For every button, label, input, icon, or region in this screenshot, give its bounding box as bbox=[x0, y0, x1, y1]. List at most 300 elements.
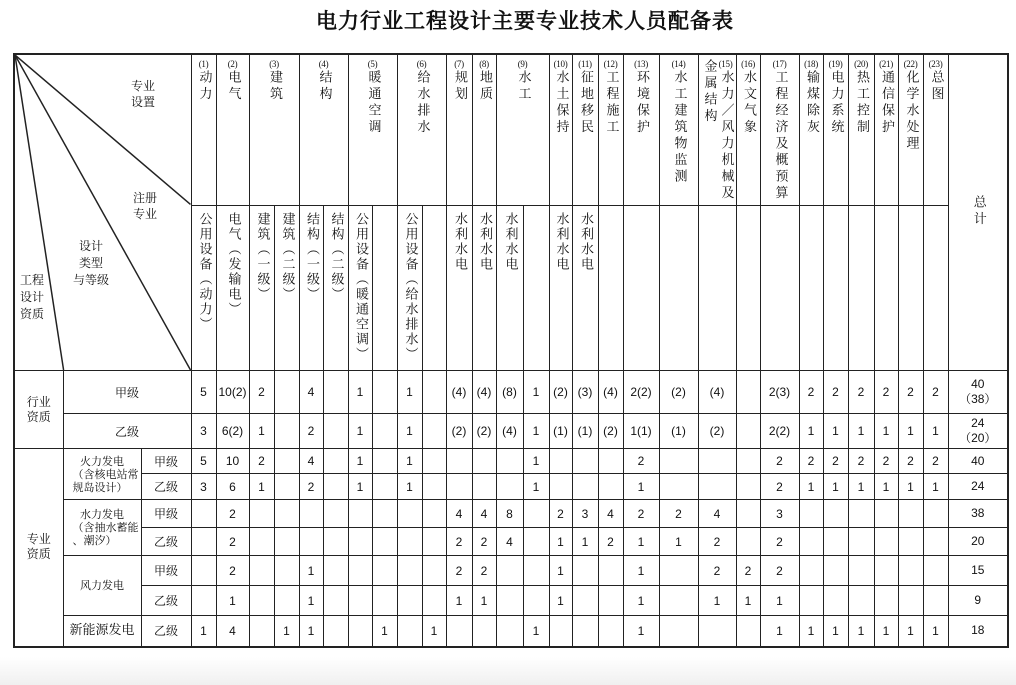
table-row-thermal-grade-a bbox=[14, 449, 1008, 474]
staff-count-cell bbox=[323, 371, 348, 414]
staff-count-cell bbox=[496, 449, 523, 474]
registration-cell bbox=[348, 206, 372, 371]
specialty-name-column-right bbox=[719, 59, 733, 202]
registration-cell bbox=[216, 206, 249, 371]
staff-count-cell: (1) bbox=[659, 414, 698, 449]
type-label-thermal-power bbox=[63, 449, 141, 500]
staff-count-cell: 1 bbox=[823, 414, 848, 449]
specialty-header-9 bbox=[496, 54, 549, 206]
specialty-header-5 bbox=[348, 54, 397, 206]
registration-cell bbox=[572, 206, 598, 371]
registration-cell bbox=[274, 206, 299, 371]
specialty-header-18 bbox=[799, 54, 823, 206]
registration-label: 水利水电 bbox=[553, 212, 569, 272]
staff-count-cell: 1 bbox=[698, 586, 736, 616]
staff-count-cell: 2 bbox=[760, 528, 799, 556]
specialty-header-10 bbox=[549, 54, 572, 206]
specialty-name: 水土保持 bbox=[553, 70, 569, 136]
staff-count-cell bbox=[249, 586, 274, 616]
staff-count-cell: (4) bbox=[446, 371, 472, 414]
staff-count-cell: 3 bbox=[191, 474, 216, 500]
staff-count-cell: 1 bbox=[898, 414, 923, 449]
total-cell: 24 bbox=[948, 474, 1008, 500]
specialty-header-21 bbox=[874, 54, 898, 206]
staff-count-cell bbox=[598, 586, 623, 616]
staff-count-cell: 1 bbox=[348, 414, 372, 449]
staff-count-cell bbox=[598, 449, 623, 474]
staff-count-cell: 5 bbox=[191, 371, 216, 414]
staff-count-cell bbox=[249, 556, 274, 586]
registration-label: 公用设备（给水排水） bbox=[402, 212, 418, 362]
total-value: 40 bbox=[971, 377, 985, 391]
staff-count-cell: 2 bbox=[823, 371, 848, 414]
staff-count-cell bbox=[572, 449, 598, 474]
staff-count-cell: 3 bbox=[191, 414, 216, 449]
staff-count-cell bbox=[472, 616, 496, 647]
staff-count-cell bbox=[523, 500, 549, 528]
table-corner-header bbox=[14, 54, 191, 371]
registration-cell bbox=[191, 206, 216, 371]
staff-count-cell bbox=[874, 500, 898, 528]
staff-count-cell bbox=[823, 586, 848, 616]
staff-count-cell bbox=[397, 616, 422, 647]
staff-count-cell: 2 bbox=[472, 528, 496, 556]
staff-count-cell bbox=[249, 500, 274, 528]
specialty-number: (16) bbox=[741, 59, 755, 69]
section-label-industry bbox=[14, 371, 63, 449]
specialty-number: (6) bbox=[416, 59, 427, 69]
specialty-name: 总图 bbox=[928, 70, 944, 103]
staff-count-cell: 4 bbox=[496, 528, 523, 556]
staff-count-cell: 1 bbox=[299, 616, 323, 647]
specialty-header-23 bbox=[923, 54, 948, 206]
staff-count-cell bbox=[659, 586, 698, 616]
header-row-specialties bbox=[14, 54, 1008, 206]
staff-count-cell bbox=[923, 586, 948, 616]
registration-cell bbox=[523, 206, 549, 371]
specialty-name: 通信保护 bbox=[879, 70, 894, 136]
specialty-number: (21) bbox=[879, 59, 893, 69]
specialty-name: 水力／风力机械及 bbox=[718, 70, 734, 202]
staff-count-cell bbox=[323, 556, 348, 586]
staff-count-cell: 2 bbox=[874, 449, 898, 474]
table-row-industry-grade-a bbox=[14, 371, 1008, 414]
registration-cell bbox=[549, 206, 572, 371]
staff-count-cell bbox=[549, 449, 572, 474]
label-line: 类型 bbox=[78, 256, 103, 270]
label-line: 资质 bbox=[20, 307, 45, 321]
total-note: （38） bbox=[959, 392, 997, 406]
staff-count-cell bbox=[736, 371, 760, 414]
staff-count-cell: 2 bbox=[216, 500, 249, 528]
specialty-header-4 bbox=[299, 54, 348, 206]
specialty-number: (2) bbox=[227, 59, 238, 69]
registration-label: 水利水电 bbox=[578, 212, 593, 272]
registration-label: 建筑（二级） bbox=[279, 212, 295, 302]
staff-count-cell bbox=[348, 528, 372, 556]
specialty-number: (3) bbox=[269, 59, 279, 69]
specialty-header-3 bbox=[249, 54, 299, 206]
staff-count-cell bbox=[323, 500, 348, 528]
staff-count-cell bbox=[397, 556, 422, 586]
specialty-name: 环境保护 bbox=[634, 70, 649, 136]
staff-count-cell: 2(2) bbox=[760, 414, 799, 449]
staff-count-cell: 2 bbox=[472, 556, 496, 586]
staff-count-cell bbox=[848, 500, 874, 528]
staff-count-cell bbox=[799, 586, 823, 616]
staff-count-cell bbox=[523, 528, 549, 556]
staff-count-cell bbox=[372, 500, 397, 528]
staff-count-cell: 4 bbox=[299, 371, 323, 414]
registration-cell bbox=[422, 206, 446, 371]
staff-count-cell bbox=[496, 556, 523, 586]
registration-cell bbox=[923, 206, 948, 371]
staff-count-cell bbox=[598, 616, 623, 647]
staff-count-cell bbox=[898, 556, 923, 586]
specialty-header-17 bbox=[760, 54, 799, 206]
staff-count-cell bbox=[923, 500, 948, 528]
total-note: （20） bbox=[959, 431, 997, 445]
grade-label: 乙级 bbox=[141, 474, 191, 500]
staff-count-cell bbox=[397, 528, 422, 556]
staff-count-cell bbox=[659, 449, 698, 474]
staff-count-cell: 2 bbox=[736, 556, 760, 586]
staff-count-cell bbox=[799, 500, 823, 528]
specialty-name: 工程施工 bbox=[603, 70, 619, 136]
specialty-number: (1) bbox=[198, 59, 209, 69]
staff-count-cell: 1 bbox=[397, 371, 422, 414]
registration-cell bbox=[249, 206, 274, 371]
staff-count-cell bbox=[299, 528, 323, 556]
staff-count-cell: 10(2) bbox=[216, 371, 249, 414]
staff-count-cell: 1 bbox=[299, 556, 323, 586]
staff-count-cell bbox=[274, 556, 299, 586]
registration-label: 结构（二级） bbox=[328, 212, 344, 302]
staff-count-cell: 2 bbox=[874, 371, 898, 414]
staff-count-cell: 6 bbox=[216, 474, 249, 500]
total-cell: 38 bbox=[948, 500, 1008, 528]
staff-count-cell: 10 bbox=[216, 449, 249, 474]
staff-count-cell bbox=[848, 556, 874, 586]
staff-count-cell bbox=[372, 449, 397, 474]
label-line: 设计 bbox=[20, 290, 45, 304]
total-header-label: 总计 bbox=[970, 194, 986, 228]
specialty-header-19 bbox=[823, 54, 848, 206]
specialty-number: (17) bbox=[772, 59, 787, 69]
registration-cell bbox=[848, 206, 874, 371]
staff-count-cell bbox=[572, 556, 598, 586]
total-header bbox=[948, 54, 1008, 371]
staff-count-cell: (4) bbox=[496, 414, 523, 449]
specialty-number: (4) bbox=[318, 59, 329, 69]
staff-count-cell: 1 bbox=[249, 414, 274, 449]
staff-count-cell: 2 bbox=[898, 371, 923, 414]
total-cell: 40 bbox=[948, 449, 1008, 474]
staff-count-cell: 1 bbox=[623, 586, 659, 616]
section-label-text: 专业资质 bbox=[26, 532, 51, 562]
specialty-name: 结构 bbox=[316, 70, 332, 103]
specialty-number: (13) bbox=[634, 59, 648, 69]
specialty-name-pair bbox=[699, 59, 736, 202]
staff-count-cell: 1 bbox=[823, 474, 848, 500]
staff-count-cell: 1 bbox=[572, 528, 598, 556]
staff-count-cell: (8) bbox=[496, 371, 523, 414]
staff-count-cell bbox=[598, 474, 623, 500]
staff-count-cell: 1(1) bbox=[623, 414, 659, 449]
staff-count-cell bbox=[422, 528, 446, 556]
staff-count-cell: (2) bbox=[598, 414, 623, 449]
total-value: 24 bbox=[971, 416, 985, 430]
type-label-new-energy bbox=[63, 616, 141, 647]
staff-count-cell: (2) bbox=[446, 414, 472, 449]
staff-count-cell bbox=[736, 528, 760, 556]
total-cell bbox=[948, 414, 1008, 449]
specialty-number: (22) bbox=[903, 59, 918, 69]
staff-count-cell: 2 bbox=[760, 449, 799, 474]
staff-count-cell bbox=[923, 528, 948, 556]
type-label-hydro-power bbox=[63, 500, 141, 556]
registration-cell bbox=[736, 206, 760, 371]
staff-count-cell: 2 bbox=[923, 449, 948, 474]
type-note: （含抽水蓄能、潮汐） bbox=[72, 521, 139, 547]
specialty-header-6 bbox=[397, 54, 446, 206]
staff-count-cell: 2 bbox=[698, 556, 736, 586]
staff-count-cell: 1 bbox=[848, 474, 874, 500]
type-name: 新能源发电 bbox=[69, 623, 135, 639]
specialty-name-column-left bbox=[702, 59, 716, 202]
staff-count-cell: 1 bbox=[923, 474, 948, 500]
specialty-number: (14) bbox=[671, 59, 686, 69]
staff-count-cell: 1 bbox=[446, 586, 472, 616]
registration-cell bbox=[799, 206, 823, 371]
staff-count-cell bbox=[274, 474, 299, 500]
total-cell: 18 bbox=[948, 616, 1008, 647]
registration-label: 电气（发输电） bbox=[225, 212, 241, 317]
staff-count-cell: 2(2) bbox=[623, 371, 659, 414]
specialty-header-20 bbox=[848, 54, 874, 206]
corner-label-registered-specialty bbox=[133, 190, 157, 222]
staff-count-cell: 2 bbox=[598, 528, 623, 556]
staff-count-cell: 1 bbox=[848, 616, 874, 647]
staff-count-cell: 1 bbox=[898, 616, 923, 647]
table-row-thermal-grade-b bbox=[14, 474, 1008, 500]
staff-count-cell: 4 bbox=[299, 449, 323, 474]
type-note: （含核电站常规岛设计） bbox=[72, 467, 139, 494]
staff-count-cell bbox=[397, 500, 422, 528]
label-line: 与等级 bbox=[72, 273, 109, 287]
staff-count-cell bbox=[472, 474, 496, 500]
staff-count-cell: 1 bbox=[823, 616, 848, 647]
grade-label: 乙级 bbox=[141, 528, 191, 556]
specialty-number: (8) bbox=[479, 59, 489, 69]
staff-count-cell: 4 bbox=[598, 500, 623, 528]
staff-count-cell bbox=[736, 616, 760, 647]
staff-count-cell: 1 bbox=[898, 474, 923, 500]
specialty-number: (9) bbox=[517, 59, 528, 69]
staff-count-cell bbox=[659, 474, 698, 500]
staff-count-cell: 2 bbox=[760, 556, 799, 586]
staff-count-cell bbox=[422, 414, 446, 449]
specialty-name: 热工控制 bbox=[854, 70, 869, 136]
staff-count-cell bbox=[348, 500, 372, 528]
type-label-wind-power bbox=[63, 556, 141, 616]
staff-count-cell bbox=[323, 616, 348, 647]
staff-count-cell: 2 bbox=[249, 371, 274, 414]
specialty-name: 电力系统 bbox=[828, 70, 844, 136]
staff-count-cell: 1 bbox=[216, 586, 249, 616]
specialty-name: 水工建筑物监测 bbox=[671, 70, 687, 186]
staff-count-cell: (2) bbox=[659, 371, 698, 414]
grade-label: 甲级 bbox=[141, 556, 191, 586]
staff-count-cell: 1 bbox=[923, 414, 948, 449]
staff-count-cell: 2 bbox=[446, 528, 472, 556]
specialty-name: 建筑 bbox=[267, 70, 282, 103]
label-line: 工程 bbox=[20, 273, 45, 287]
staff-count-cell bbox=[823, 556, 848, 586]
bottom-page-shadow bbox=[0, 657, 1016, 685]
specialty-header-8 bbox=[472, 54, 496, 206]
staff-count-cell: 1 bbox=[249, 474, 274, 500]
specialty-header-22 bbox=[898, 54, 923, 206]
staff-count-cell: 1 bbox=[736, 586, 760, 616]
staff-count-cell: 1 bbox=[799, 474, 823, 500]
grade-label: 乙级 bbox=[141, 586, 191, 616]
staff-count-cell bbox=[874, 528, 898, 556]
specialty-number: (10) bbox=[553, 59, 568, 69]
label-line: 设置 bbox=[131, 95, 156, 109]
staff-count-cell: (1) bbox=[572, 414, 598, 449]
staff-count-cell: 1 bbox=[422, 616, 446, 647]
staff-count-cell: 2 bbox=[848, 449, 874, 474]
staff-count-cell: 1 bbox=[523, 414, 549, 449]
staff-count-cell: 1 bbox=[549, 556, 572, 586]
specialty-name: 工程经济及概预算 bbox=[772, 70, 788, 202]
staff-count-cell: 1 bbox=[659, 528, 698, 556]
grade-label: 乙级 bbox=[63, 414, 191, 449]
staff-count-cell bbox=[249, 528, 274, 556]
staff-count-cell bbox=[422, 500, 446, 528]
staff-count-cell: 1 bbox=[348, 371, 372, 414]
staff-count-cell bbox=[372, 528, 397, 556]
staff-count-cell: 1 bbox=[523, 371, 549, 414]
specialty-name-continued: 金属结构 bbox=[701, 59, 717, 125]
staff-count-cell: 1 bbox=[848, 414, 874, 449]
staff-count-cell bbox=[249, 616, 274, 647]
staff-count-cell: (4) bbox=[472, 371, 496, 414]
staff-count-cell: 2 bbox=[249, 449, 274, 474]
staff-count-cell bbox=[422, 474, 446, 500]
specialty-number: (18) bbox=[804, 59, 818, 69]
type-name: 风力发电 bbox=[80, 579, 124, 592]
staff-count-cell: (3) bbox=[572, 371, 598, 414]
staff-count-cell: 1 bbox=[348, 449, 372, 474]
staff-count-cell bbox=[422, 556, 446, 586]
staff-count-cell: 1 bbox=[623, 616, 659, 647]
staff-count-cell: 1 bbox=[623, 528, 659, 556]
staff-count-cell bbox=[598, 556, 623, 586]
specialty-header-15 bbox=[698, 54, 736, 206]
staff-count-cell: (1) bbox=[549, 414, 572, 449]
type-name: 火力发电 bbox=[80, 454, 124, 468]
specialty-number: (23) bbox=[928, 59, 943, 69]
staff-count-cell: 1 bbox=[549, 528, 572, 556]
staff-count-cell: 1 bbox=[923, 616, 948, 647]
specialty-number: (15) bbox=[718, 59, 733, 69]
specialty-header-14 bbox=[659, 54, 698, 206]
staff-count-cell bbox=[323, 586, 348, 616]
staff-count-cell bbox=[446, 616, 472, 647]
staff-count-cell: 3 bbox=[572, 500, 598, 528]
staff-count-cell bbox=[736, 449, 760, 474]
staff-count-cell: 1 bbox=[523, 474, 549, 500]
registration-cell bbox=[874, 206, 898, 371]
staff-count-cell: 1 bbox=[397, 449, 422, 474]
staff-count-cell bbox=[422, 371, 446, 414]
staff-count-cell bbox=[659, 556, 698, 586]
staff-count-cell: 1 bbox=[397, 414, 422, 449]
staff-count-cell bbox=[523, 556, 549, 586]
staff-count-cell: 2 bbox=[216, 528, 249, 556]
staff-count-cell bbox=[848, 528, 874, 556]
specialty-name: 地质 bbox=[477, 70, 492, 103]
staff-count-cell: 2 bbox=[799, 449, 823, 474]
page-title: 电力行业工程设计主要专业技术人员配备表 bbox=[316, 9, 734, 33]
staff-count-cell bbox=[274, 528, 299, 556]
registration-cell bbox=[823, 206, 848, 371]
staff-count-cell bbox=[736, 500, 760, 528]
specialty-header-7 bbox=[446, 54, 472, 206]
staff-count-cell: 2 bbox=[923, 371, 948, 414]
staff-count-cell: 2 bbox=[823, 449, 848, 474]
staff-count-cell bbox=[848, 586, 874, 616]
registration-cell bbox=[372, 206, 397, 371]
grade-label: 甲级 bbox=[141, 449, 191, 474]
specialty-header-12 bbox=[598, 54, 623, 206]
specialty-name: 水工 bbox=[515, 70, 531, 103]
registration-cell bbox=[496, 206, 523, 371]
registration-cell bbox=[397, 206, 422, 371]
corner-label-specialty-setting bbox=[131, 78, 155, 110]
specialty-number: (19) bbox=[828, 59, 843, 69]
table-row-wind-grade-a bbox=[14, 556, 1008, 586]
staff-count-cell: 1 bbox=[191, 616, 216, 647]
staff-count-cell: 1 bbox=[760, 616, 799, 647]
staff-count-cell bbox=[923, 556, 948, 586]
staffing-table bbox=[13, 53, 1009, 648]
staff-count-cell bbox=[698, 449, 736, 474]
staff-count-cell bbox=[191, 586, 216, 616]
staff-count-cell: 1 bbox=[623, 474, 659, 500]
staff-count-cell: 2(3) bbox=[760, 371, 799, 414]
registration-cell bbox=[323, 206, 348, 371]
table-row-industry-grade-b bbox=[14, 414, 1008, 449]
staff-count-cell bbox=[191, 500, 216, 528]
staff-count-cell: 2 bbox=[760, 474, 799, 500]
specialty-name: 水文气象 bbox=[741, 70, 756, 136]
label-line: 专业 bbox=[131, 79, 156, 93]
staff-count-cell bbox=[299, 500, 323, 528]
staff-count-cell: 1 bbox=[799, 414, 823, 449]
staff-count-cell bbox=[549, 474, 572, 500]
staff-count-cell bbox=[191, 556, 216, 586]
staff-count-cell bbox=[472, 449, 496, 474]
registration-label: 结构（一级） bbox=[304, 212, 319, 302]
staff-count-cell: 2 bbox=[659, 500, 698, 528]
staff-count-cell bbox=[422, 449, 446, 474]
specialty-header-2 bbox=[216, 54, 249, 206]
staff-count-cell bbox=[823, 528, 848, 556]
staff-count-cell bbox=[274, 414, 299, 449]
